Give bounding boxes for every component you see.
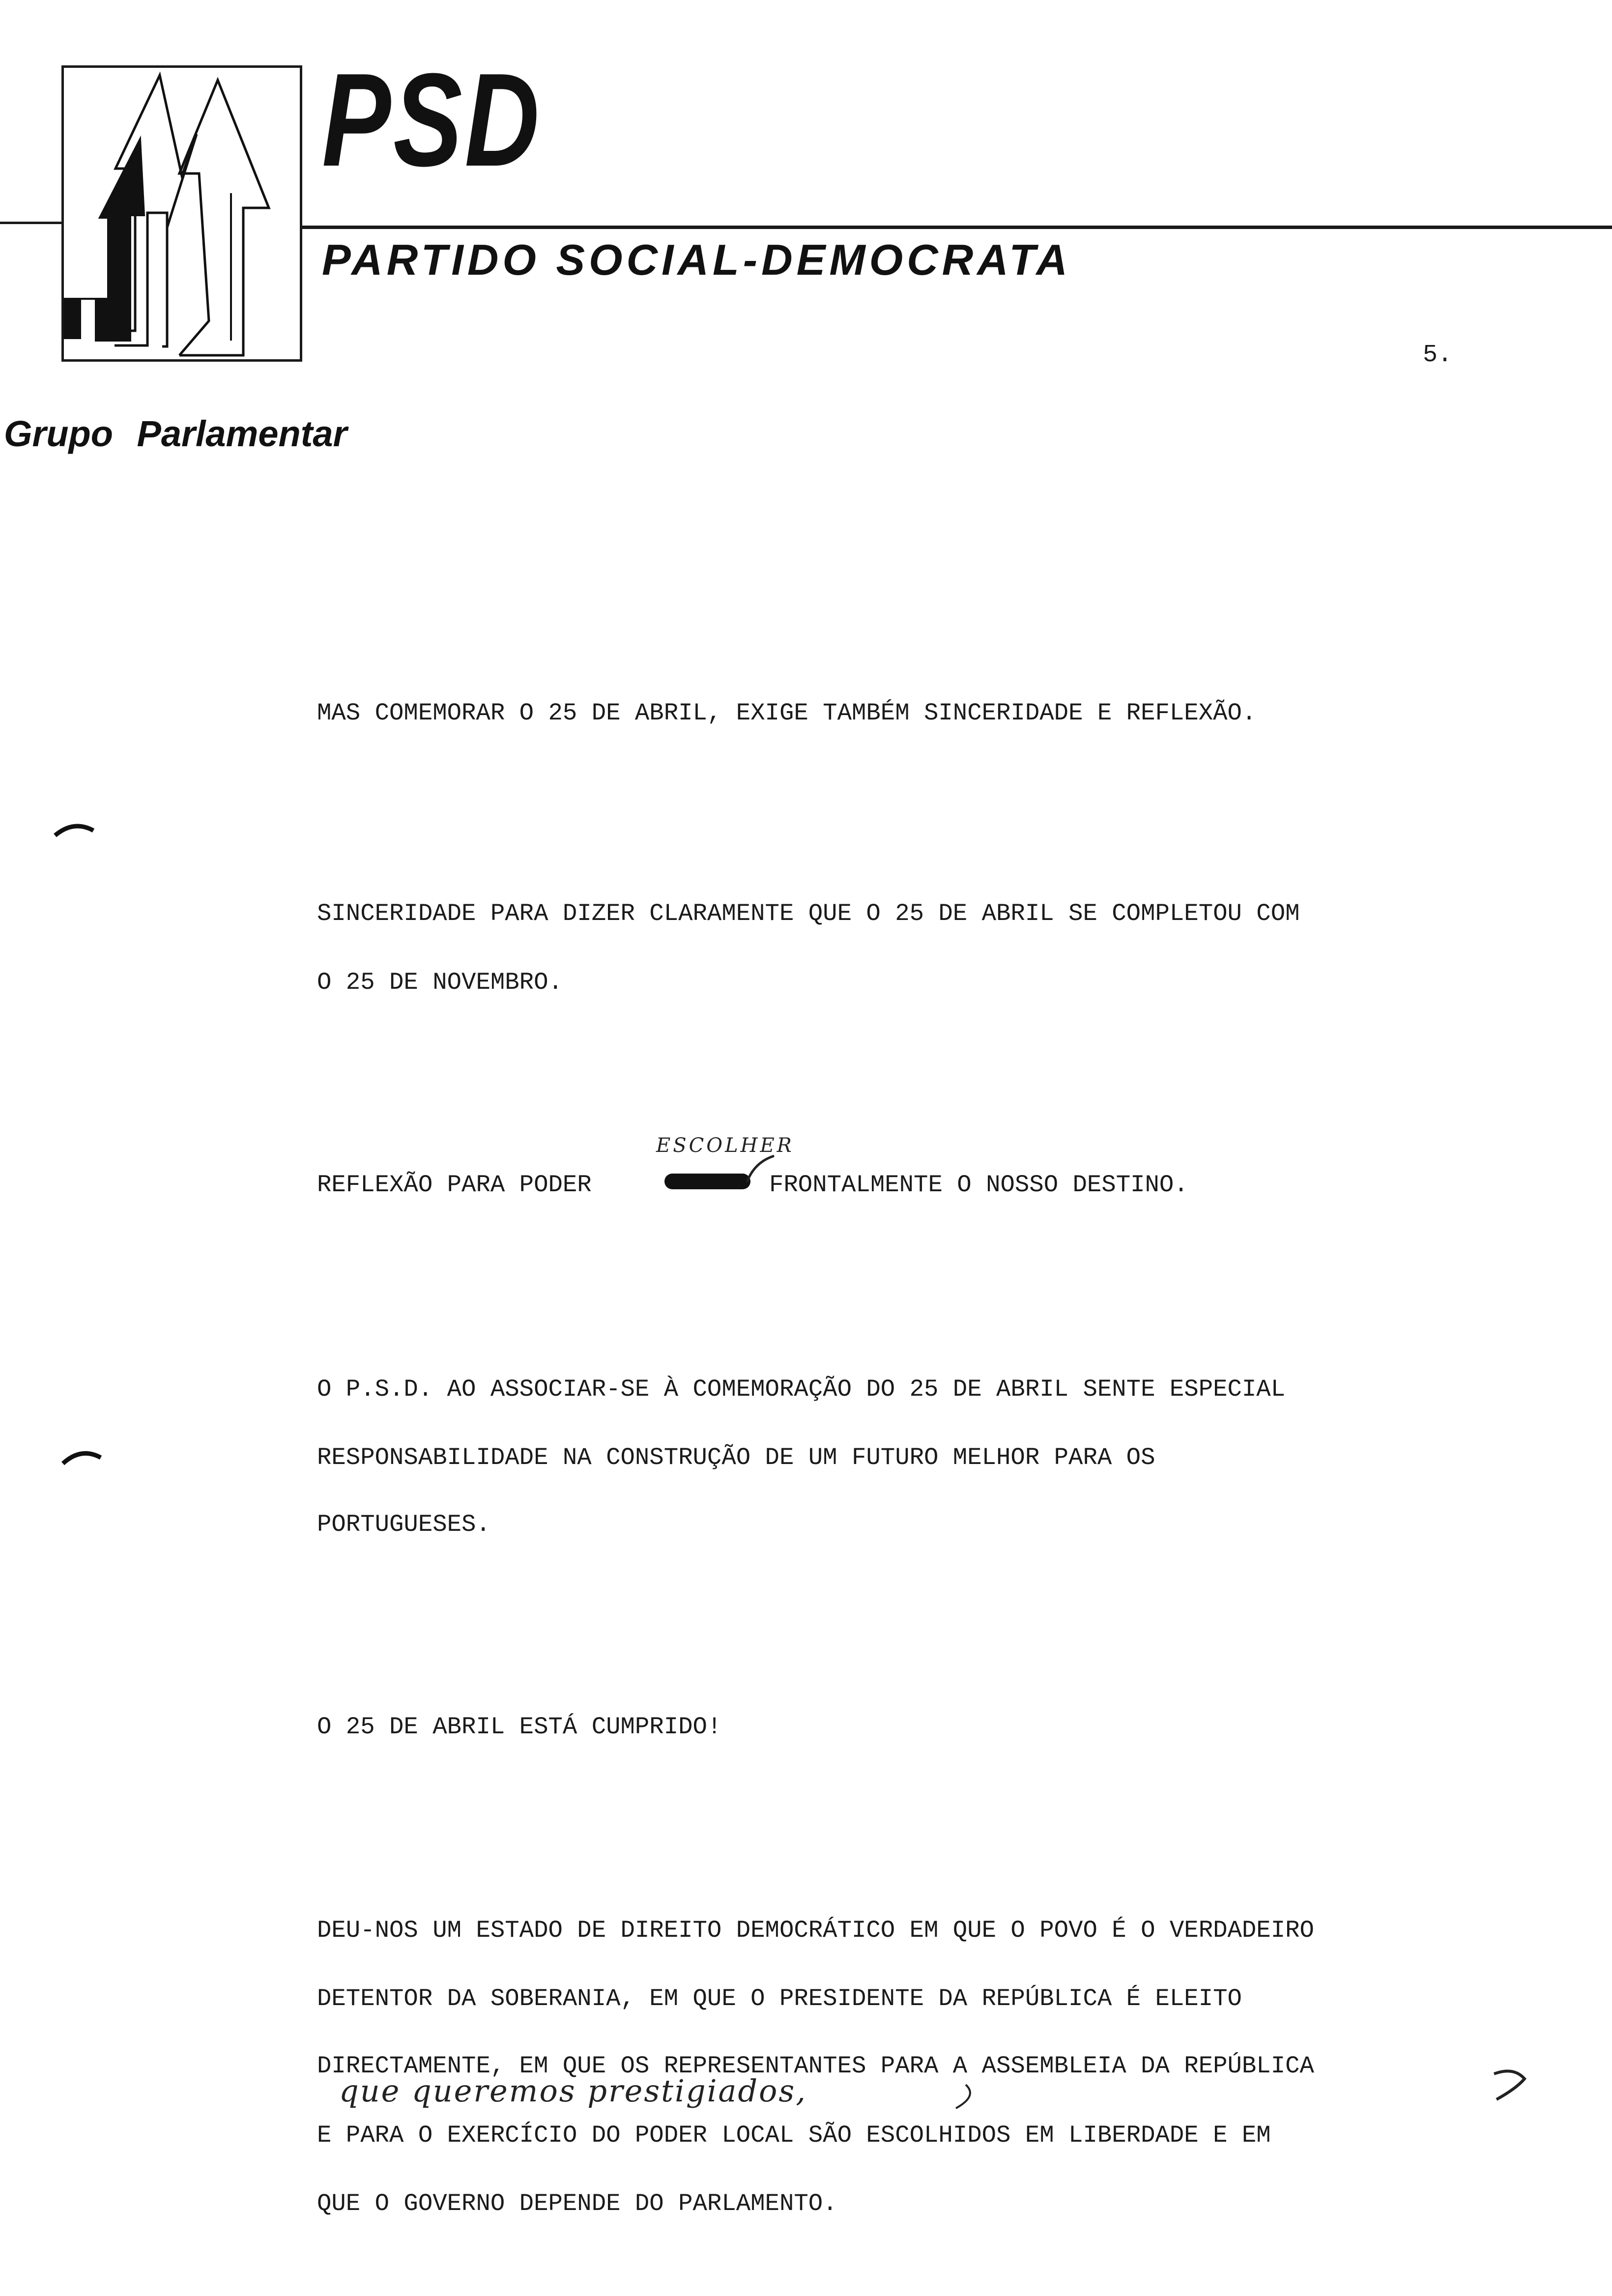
body-line-13: QUE O GOVERNO DEPENDE DO PARLAMENTO. xyxy=(317,2190,837,2217)
body-line-8: O 25 DE ABRIL ESTÁ CUMPRIDO! xyxy=(317,1713,722,1741)
insertion-curve-icon xyxy=(1494,2071,1525,2099)
body-line-4a: REFLEXÃO PARA PODER xyxy=(317,1171,592,1199)
group-name: Grupo Parlamentar xyxy=(4,413,347,454)
body-line-5: O P.S.D. AO ASSOCIAR-SE À COMEMORAÇÃO DO 25 DE ABRIL SENTE ESPECIAL xyxy=(317,1376,1286,1403)
party-name: PARTIDO SOCIAL-DEMOCRATA xyxy=(322,235,1071,284)
body-line-10: DETENTOR DA SOBERANIA, EM QUE O PRESIDENTE DA REPÚBLICA É ELEITO xyxy=(317,1985,1242,2012)
party-acronym: PSD xyxy=(322,46,542,194)
body-line-3: O 25 DE NOVEMBRO. xyxy=(317,969,563,996)
body-line-9: DEU-NOS UM ESTADO DE DIREITO DEMOCRÁTICO EM QUE O POVO É O VERDADEIRO xyxy=(317,1917,1314,1944)
body-line-1: MAS COMEMORAR O 25 DE ABRIL, EXIGE TAMBÉM SINCERIDADE E REFLEXÃO. xyxy=(317,699,1257,727)
body-line-4b: FRONTALMENTE O NOSSO DESTINO. xyxy=(769,1171,1188,1199)
margin-mark-icon xyxy=(63,1453,101,1464)
body-line-11: DIRECTAMENTE, EM QUE OS REPRESENTANTES PARA A ASSEMBLEIA DA REPÚBLICA xyxy=(317,2052,1314,2080)
body-line-7: PORTUGUESES. xyxy=(317,1511,490,1538)
insertion-caret-icon xyxy=(747,1156,774,1182)
body-line-2: SINCERIDADE PARA DIZER CLARAMENTE QUE O 25 DE ABRIL SE COMPLETOU COM xyxy=(317,900,1300,927)
handwritten-insertion-phrase: que queremos prestigiados, xyxy=(339,2073,807,2109)
handwritten-insertion-word: ESCOLHER xyxy=(656,1134,794,1157)
body-line-12: E PARA O EXERCÍCIO DO PODER LOCAL SÃO ESCOLHIDOS EM LIBERDADE E EM xyxy=(317,2122,1271,2149)
margin-mark-icon xyxy=(55,826,93,835)
body-line-6: RESPONSABILIDADE NA CONSTRUÇÃO DE UM FUTURO MELHOR PARA OS xyxy=(317,1444,1155,1471)
page-number: 5. xyxy=(1423,341,1453,369)
